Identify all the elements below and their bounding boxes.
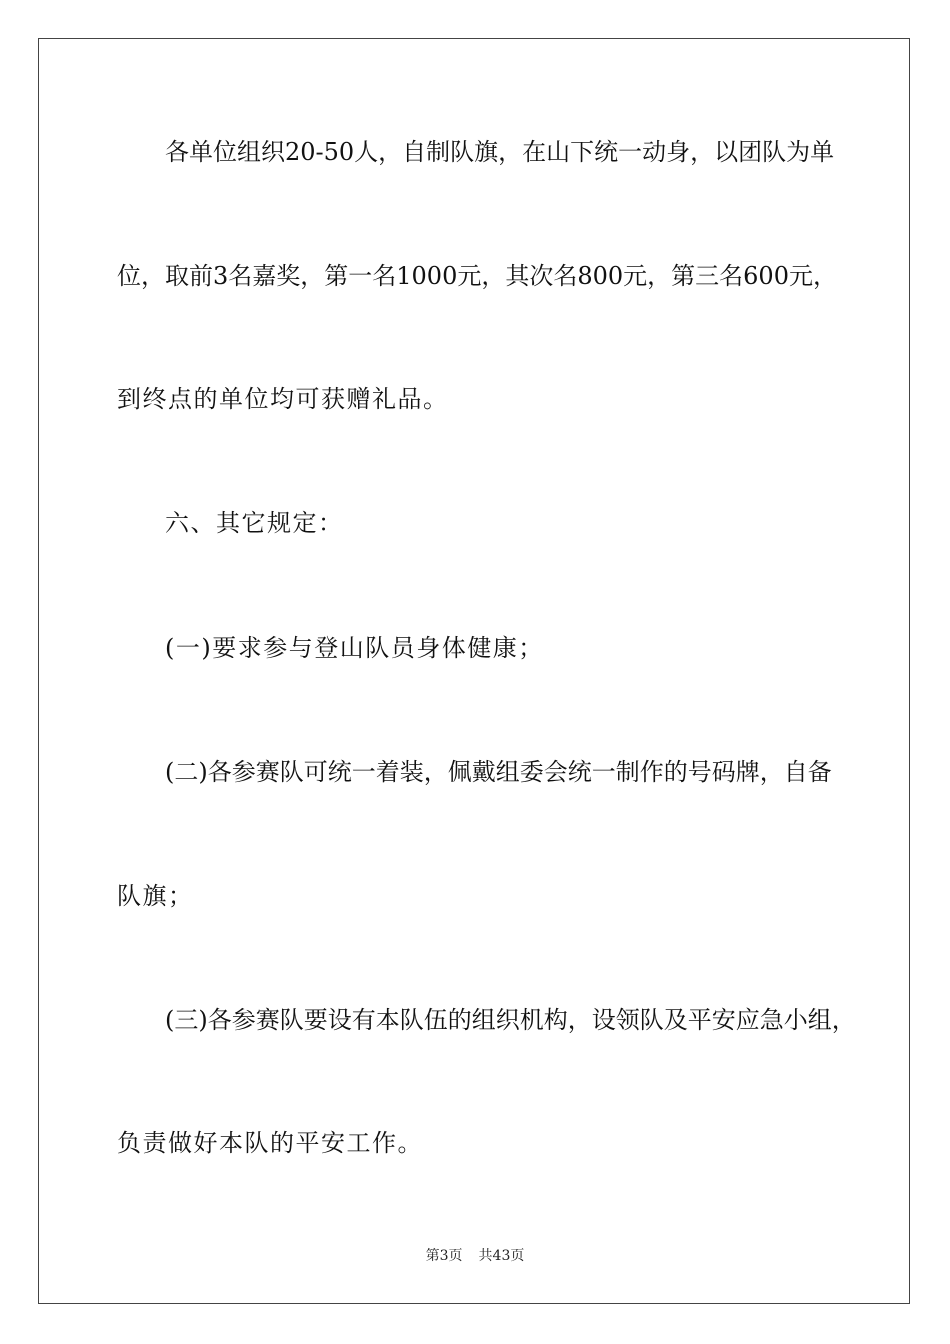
- section-heading: 六、其它规定：: [165, 509, 344, 537]
- paragraph-line: 各单位组织20-50人，自制队旗，在山下统一动身，以团队为单: [165, 138, 835, 166]
- page-border: [38, 38, 910, 1304]
- paragraph-line: 队旗；: [117, 882, 194, 910]
- page-number: 第3页: [425, 1248, 463, 1264]
- paragraph-line: 负责做好本队的平安工作。: [117, 1129, 423, 1157]
- page-footer: [0, 1247, 950, 1265]
- page-total: 共43页: [478, 1248, 525, 1264]
- paragraph-line: (一)要求参与登山队员身体健康；: [165, 634, 544, 662]
- paragraph-line: (二)各参赛队可统一着装，佩戴组委会统一制作的号码牌，自备: [165, 758, 832, 786]
- paragraph-line: (三)各参赛队要设有本队伍的组织机构，设领队及平安应急小组，: [165, 1006, 856, 1034]
- paragraph-line: 到终点的单位均可获赠礼品。: [117, 385, 449, 413]
- paragraph-line: 位，取前3名嘉奖，第一名1000元，其次名800元，第三名600元，: [117, 262, 837, 290]
